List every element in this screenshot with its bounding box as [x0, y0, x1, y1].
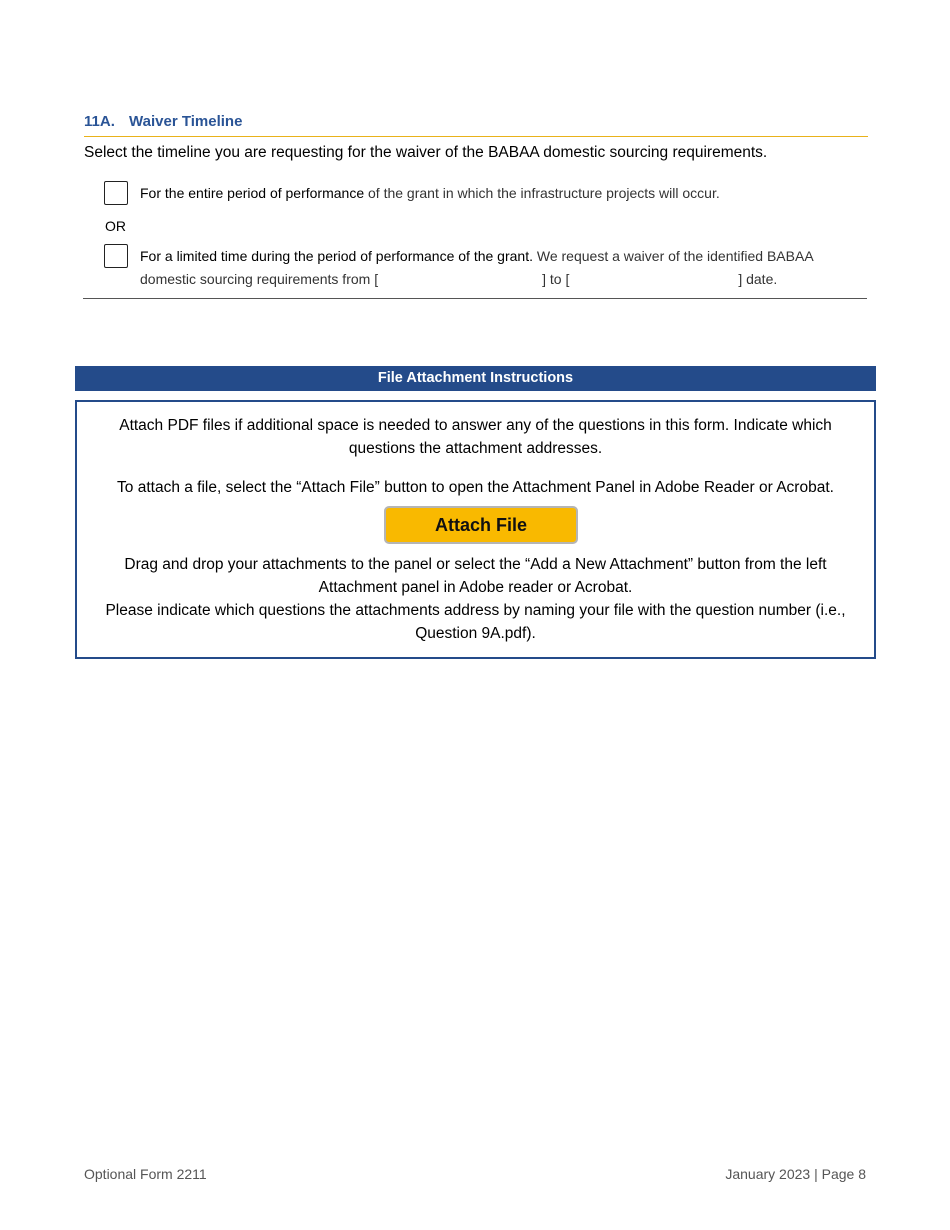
limited-time-rest: We request a waiver of the identified BABAA: [532, 248, 814, 264]
section-intro: Select the timeline you are requesting for the waiver of the BABAA domestic sourcing requirements.: [84, 144, 768, 161]
entire-period-checkbox[interactable]: [104, 181, 128, 205]
limited-time-checkbox[interactable]: [104, 244, 128, 268]
attachment-drag-drop-text: Drag and drop your attachments to the panel or select the “Add a New Attachment” button from the left Attachment panel in Adobe reader or Acrobat.: [124, 556, 827, 596]
from-date-input[interactable]: [378, 271, 542, 289]
to-date-input[interactable]: [569, 271, 738, 289]
limited-time-dates: [140, 268, 777, 291]
section-divider: [83, 298, 867, 299]
attachment-instructions-box: [75, 400, 876, 659]
footer-date-page: January 2023 | Page 8: [725, 1166, 866, 1182]
limited-time-bold: For a limited time during the period of performance of the grant.: [140, 248, 533, 264]
section-title: Waiver Timeline: [129, 113, 243, 130]
dates-mid: ] to [: [542, 271, 570, 287]
dates-prefix: domestic sourcing requirements from [: [140, 271, 379, 287]
section-heading: [84, 112, 868, 137]
section-number: 11A.: [84, 113, 115, 130]
or-label: OR: [105, 218, 126, 234]
attachment-naming-text: Please indicate which questions the attachments address by naming your file with the question number (i.e., Question 9A.pdf).: [105, 602, 846, 642]
entire-period-rest: of the grant in which the infrastructure projects will occur.: [364, 185, 720, 201]
attachment-bar-title: File Attachment Instructions: [75, 366, 876, 391]
limited-time-label: [140, 245, 814, 268]
entire-period-label: [140, 182, 720, 205]
footer-form-name: Optional Form 2211: [84, 1166, 207, 1182]
attachment-paragraph-2: To attach a file, select the “Attach File” button to open the Attachment Panel in Adobe Reader or Acrobat.: [117, 479, 834, 496]
attachment-paragraph-1: Attach PDF files if additional space is needed to answer any of the questions in this form. Indicate which questions the attachment addresses.: [119, 417, 832, 457]
attach-file-button[interactable]: Attach File: [384, 506, 578, 544]
attachment-paragraph-3: [97, 553, 854, 645]
entire-period-bold: For the entire period of performance: [140, 185, 365, 201]
dates-suffix: ] date.: [738, 271, 778, 287]
